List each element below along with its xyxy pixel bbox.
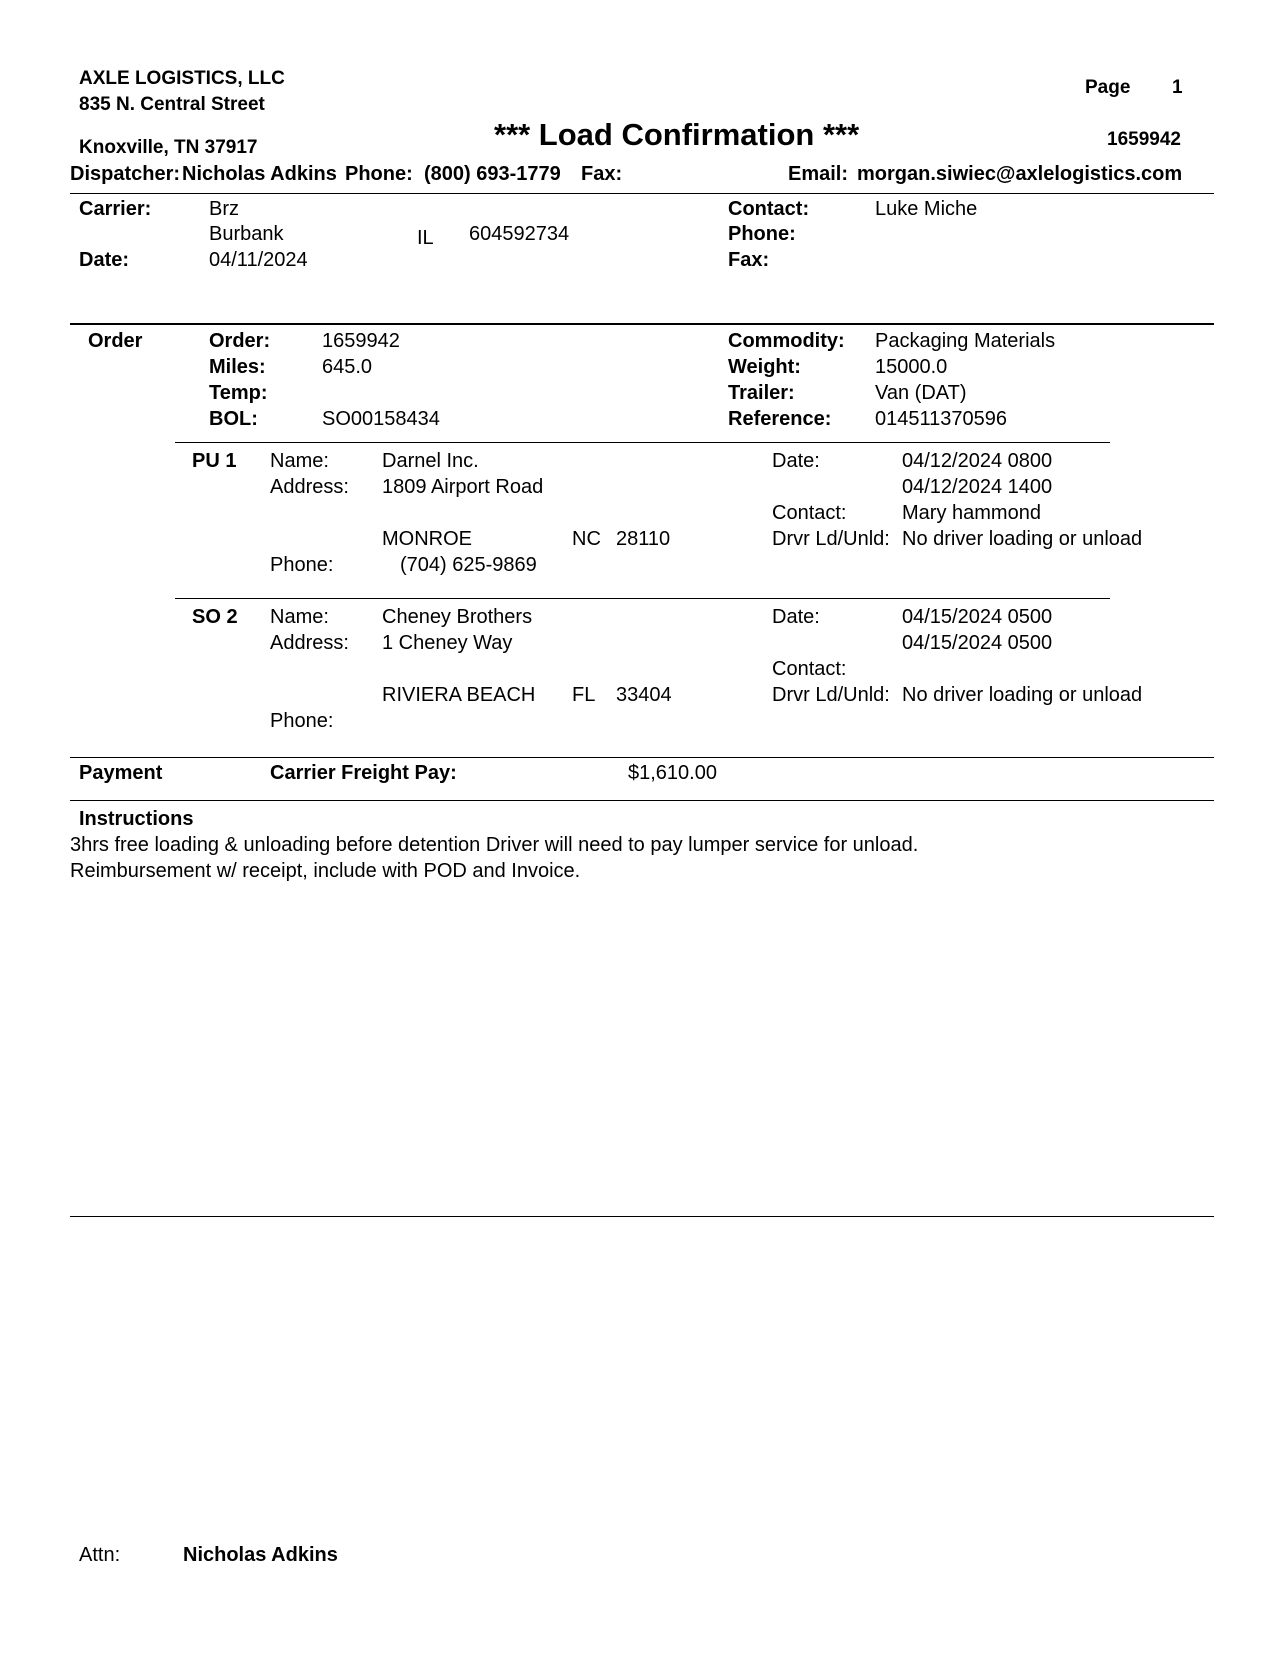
carrier-phone-label: Phone: (728, 223, 796, 245)
stop-code: SO 2 (192, 606, 238, 628)
stop-date-label: Date: (772, 450, 820, 472)
stop-phone: (704) 625-9869 (400, 554, 537, 576)
dispatcher-fax-label: Fax: (581, 163, 623, 185)
stop-name: Cheney Brothers (382, 606, 533, 628)
carrier-date: 04/11/2024 (209, 249, 308, 271)
order-divider (70, 323, 1214, 325)
dispatcher-phone-label: Phone: (345, 163, 413, 185)
stop-driver-value: No driver loading or unload (902, 528, 1143, 550)
bol-value: SO00158434 (322, 408, 440, 430)
stop-phone-label: Phone: (270, 554, 334, 576)
stop-date-label: Date: (772, 606, 820, 628)
carrier-fax-label: Fax: (728, 249, 770, 271)
payment-section-label: Payment (79, 762, 163, 784)
stop-driver-value: No driver loading or unload (902, 684, 1143, 706)
email-address: morgan.siwiec@axlelogistics.com (857, 163, 1183, 185)
stop-state: NC (572, 528, 601, 550)
stop-name: Darnel Inc. (382, 450, 479, 472)
stop-date-start: 04/12/2024 0800 (902, 450, 1053, 472)
stop-address-label: Address: (270, 476, 349, 498)
instructions-line-1: 3hrs free loading & unloading before detention Driver will need to pay lumper service for unload. (70, 834, 919, 856)
signature-divider (70, 1216, 1214, 1217)
attn-label: Attn: (79, 1544, 121, 1566)
stop-state: FL (572, 684, 596, 706)
stop-contact: Mary hammond (902, 502, 1041, 524)
commodity-label: Commodity: (728, 330, 845, 352)
dispatcher-phone: (800) 693-1779 (424, 163, 561, 185)
trailer-label: Trailer: (728, 382, 795, 404)
reference-value: 014511370596 (875, 408, 1007, 430)
temp-label: Temp: (209, 382, 268, 404)
freight-pay-label: Carrier Freight Pay: (270, 762, 457, 784)
header-divider (70, 193, 1214, 194)
page-number: 1 (1172, 77, 1183, 98)
order-label: Order: (209, 330, 271, 352)
trailer-value: Van (DAT) (875, 382, 967, 404)
company-street: 835 N. Central Street (79, 94, 265, 115)
stop-name-label: Name: (270, 606, 329, 628)
stop-city: MONROE (382, 528, 472, 550)
carrier-zip: 604592734 (469, 223, 570, 245)
email-label: Email: (788, 163, 849, 185)
stop-zip: 33404 (616, 684, 672, 706)
stop-date-end: 04/12/2024 1400 (902, 476, 1053, 498)
stop-phone-label: Phone: (270, 710, 334, 732)
stop-driver-label: Drvr Ld/Unld: (772, 684, 890, 706)
weight-label: Weight: (728, 356, 801, 378)
stop-zip: 28110 (616, 528, 671, 550)
stop-date-end: 04/15/2024 0500 (902, 632, 1053, 654)
commodity-value: Packaging Materials (875, 330, 1056, 352)
document-title: *** Load Confirmation *** (494, 117, 860, 152)
carrier-contact: Luke Miche (875, 198, 978, 220)
stop-contact-label: Contact: (772, 502, 847, 524)
carrier-state: IL (417, 227, 434, 249)
miles-label: Miles: (209, 356, 266, 378)
bol-label: BOL: (209, 408, 258, 430)
stop-name-label: Name: (270, 450, 329, 472)
carrier-contact-label: Contact: (728, 198, 810, 220)
stop-divider-1 (175, 442, 1110, 443)
stop-city: RIVIERA BEACH (382, 684, 536, 706)
order-section-label: Order (88, 330, 143, 352)
company-city: Knoxville, TN 37917 (79, 137, 258, 158)
stop-contact-label: Contact: (772, 658, 847, 680)
freight-pay-amount: $1,610.00 (628, 762, 717, 784)
carrier-date-label: Date: (79, 249, 130, 271)
load-number: 1659942 (1107, 129, 1181, 150)
company-name: AXLE LOGISTICS, LLC (79, 68, 285, 89)
reference-label: Reference: (728, 408, 832, 430)
carrier-name: Brz (209, 198, 239, 220)
stop-divider-2 (175, 598, 1110, 599)
miles-value: 645.0 (322, 356, 373, 378)
carrier-label: Carrier: (79, 198, 152, 220)
stop-date-start: 04/15/2024 0500 (902, 606, 1053, 628)
weight-value: 15000.0 (875, 356, 948, 378)
stop-address: 1809 Airport Road (382, 476, 544, 498)
dispatcher-label: Dispatcher: (70, 163, 181, 185)
carrier-city: Burbank (209, 223, 284, 245)
stop-code: PU 1 (192, 450, 237, 472)
instructions-line-2: Reimbursement w/ receipt, include with POD and Invoice. (70, 860, 581, 882)
order-number: 1659942 (322, 330, 400, 352)
instructions-divider (70, 800, 1214, 801)
payment-divider (70, 757, 1214, 758)
instructions-label: Instructions (79, 808, 194, 830)
attn-name: Nicholas Adkins (183, 1544, 338, 1566)
stop-driver-label: Drvr Ld/Unld: (772, 528, 890, 550)
page-label: Page (1085, 77, 1131, 98)
stop-address: 1 Cheney Way (382, 632, 513, 654)
stop-address-label: Address: (270, 632, 349, 654)
dispatcher-name: Nicholas Adkins (182, 163, 337, 185)
